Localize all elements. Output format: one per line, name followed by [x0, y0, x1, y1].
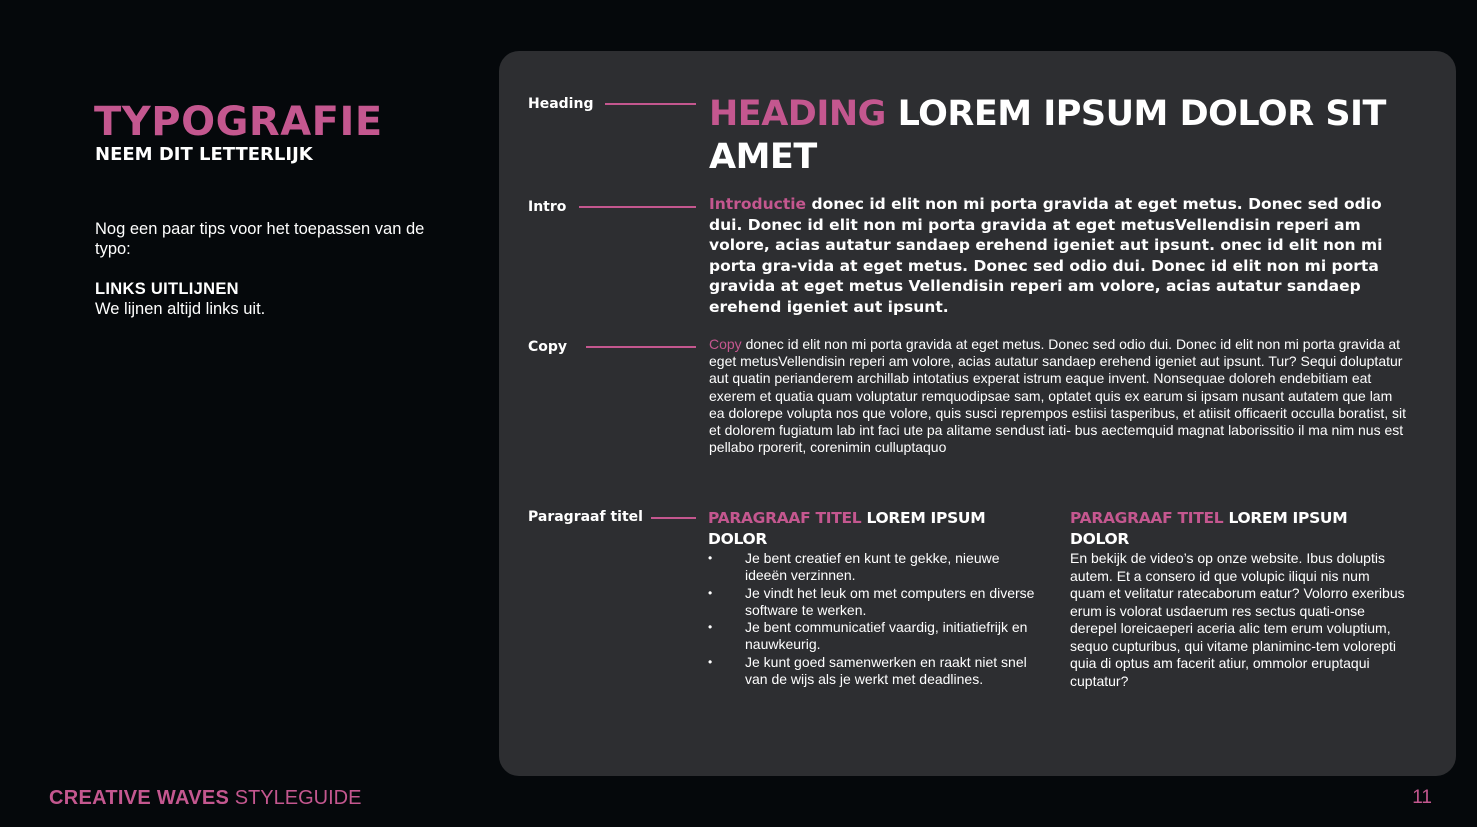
list-item: • Je kunt goed samenwerken en raakt niet snel van de wijs als je werkt met deadlines.: [708, 654, 1044, 689]
paragraph-right-accent: PARAGRAAF TITEL: [1070, 509, 1224, 527]
label-intro: Intro: [528, 199, 567, 215]
copy-example: [709, 336, 1409, 456]
tips-block: [95, 219, 435, 319]
intro-example: [709, 194, 1409, 317]
copy-accent: Copy: [709, 336, 742, 352]
paragraph-right-body: En bekijk de video’s op onze website. Ibus doluptis autem. Et a consero id que volupic iliqui nis num quam et velitatur ratecaborum eatur? Volorro exeribus erum is volorat usdaerum res sectus quati-onse derepel loreicaeperi aceria alic tem erum voluptium, sequo cupturibus, qui vitame planiminc-tem volorepti quia di optus am facerit atiur, ommolor eruptaqui cuptatur?: [1070, 550, 1405, 689]
page-subtitle: NEEM DIT LETTERLIJK: [95, 144, 313, 165]
paragraph-example-left: [708, 508, 1044, 688]
tips-intro: Nog een paar tips voor het toepassen van de typo:: [95, 220, 425, 258]
heading-accent: HEADING: [709, 94, 886, 134]
heading-example: [709, 93, 1409, 179]
label-copy-rule: [586, 346, 696, 348]
list-item: • Je bent creatief en kunt te gekke, nieuwe ideeën verzinnen.: [708, 550, 1044, 585]
paragraph-right-rest: LOREM IPSUM DOLOR: [1070, 509, 1348, 548]
label-intro-rule: [579, 206, 696, 208]
footer-brand: [49, 786, 361, 810]
tip-heading: LINKS UITLIJNEN: [95, 280, 239, 298]
copy-rest: donec id elit non mi porta gravida at eget metus. Donec sed odio dui. Donec id elit non mi porta gravida at eget metusVellendisin reperi am volore, acias autatur sandaep erehend igeniet aut ipsunt. Tur? Sequi doluptatur aut quatin perianderem archillab intotatius experat istrum eaque invent. Nonsequae doloreh endebitiam eat exerem et quatia quam voluptatur remquodipsae sam, optatet quis ex earum si ipsam nusant autatem que lam ea dolorepe volupta nos que volore, quis susci reprempos estiisi tasperibus, et atiisit officaerit occulla boratist, sit et dolorem fugiatum lab int faci ute pa alitame sendust iati- bus aectemquid magnat laborissitio il ma nim nus est pellabo rporerit, corenimin culluptaquo: [709, 336, 1406, 456]
intro-rest: donec id elit non mi porta gravida at eget metus. Donec sed odio dui. Donec id elit non mi porta gravida at eget metusVellendisin reperi am volore, acias autatur sandaep erehend igeniet aut ipsunt. onec id elit non mi porta gra-vida at eget metus. Donec sed odio dui. Donec id elit non mi porta gravida at eget metus Vellendisin reperi am volore, acias autatur sandaep erehend igeniet aut ipsunt.: [709, 195, 1383, 316]
tip-text: We lijnen altijd links uit.: [95, 300, 266, 318]
paragraph-example-right: [1070, 508, 1406, 690]
page-number: 11: [1412, 787, 1432, 808]
label-copy: Copy: [528, 339, 568, 355]
footer-brand-bold: CREATIVE WAVES: [49, 787, 230, 809]
typography-example-card: [499, 51, 1456, 776]
intro-accent: Introductie: [709, 195, 807, 213]
label-heading: Heading: [528, 96, 594, 112]
label-paragraph: Paragraaf titel: [528, 509, 643, 525]
label-paragraph-rule: [651, 517, 696, 519]
paragraph-left-rest: LOREM IPSUM DOLOR: [708, 509, 986, 548]
list-item: • Je bent communicatief vaardig, initiatiefrijk en nauwkeurig.: [708, 619, 1044, 654]
list-item: • Je vindt het leuk om met computers en diverse software te werken.: [708, 585, 1044, 620]
page-title: TYPOGRAFIE: [94, 99, 383, 145]
label-heading-rule: [605, 103, 696, 105]
heading-rest: LOREM IPSUM DOLOR SIT AMET: [709, 94, 1386, 177]
paragraph-left-title: [708, 508, 1044, 550]
paragraph-right-title: [1070, 508, 1406, 550]
paragraph-left-bullets: [708, 550, 1044, 688]
paragraph-left-accent: PARAGRAAF TITEL: [708, 509, 862, 527]
footer-brand-light: STYLEGUIDE: [234, 787, 362, 809]
